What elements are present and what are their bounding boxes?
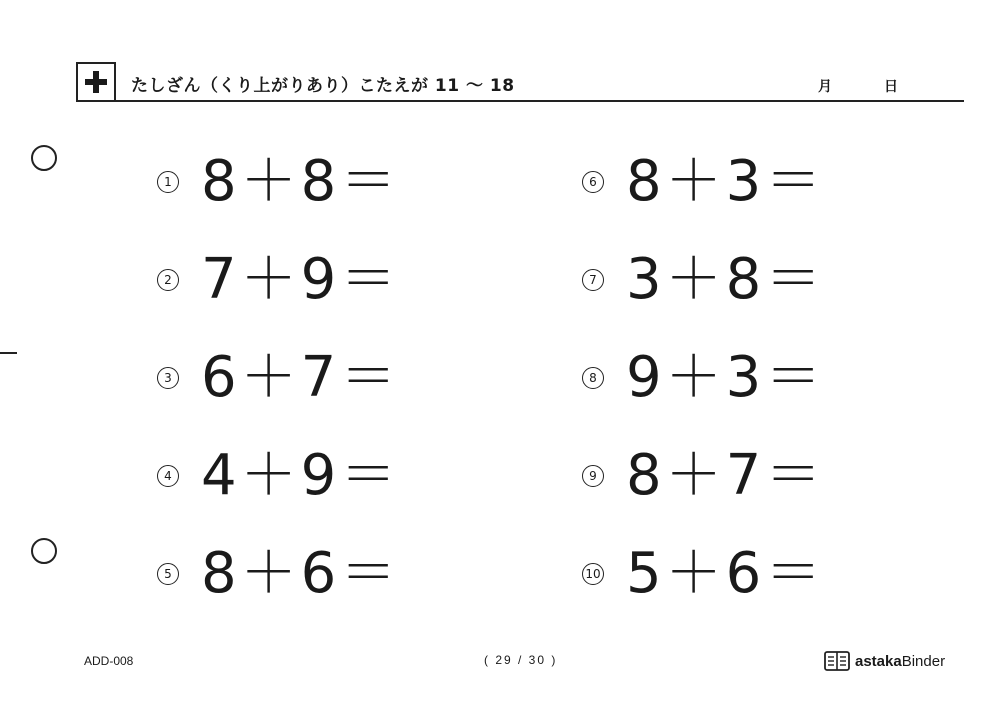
problem-8 bbox=[582, 343, 825, 413]
problem-expression: 6＋7＝ bbox=[201, 345, 401, 410]
problem-expression: 8＋6＝ bbox=[201, 541, 401, 606]
worksheet-code: ADD-008 bbox=[84, 654, 134, 668]
problem-expression: 9＋3＝ bbox=[626, 345, 826, 410]
problem-number: 3 bbox=[157, 367, 179, 389]
problem-7 bbox=[582, 245, 825, 315]
brand-logo bbox=[824, 648, 945, 674]
problem-number: 5 bbox=[157, 563, 179, 585]
problem-2 bbox=[157, 245, 400, 315]
problem-expression: 7＋9＝ bbox=[201, 247, 401, 312]
brand-name-bold: astaka bbox=[855, 652, 902, 670]
problem-6 bbox=[582, 147, 825, 217]
problem-expression: 4＋9＝ bbox=[201, 443, 401, 508]
problem-4 bbox=[157, 441, 400, 511]
problem-1 bbox=[157, 147, 400, 217]
brand-name-regular: Binder bbox=[901, 652, 946, 670]
problem-number: 6 bbox=[582, 171, 604, 193]
problem-expression: 5＋6＝ bbox=[626, 541, 826, 606]
header-underline bbox=[116, 100, 964, 102]
binder-book-icon bbox=[824, 650, 850, 672]
worksheet-title: たしざん（くり上がりあり）こたえが 11 〜 18 bbox=[131, 76, 515, 96]
problem-expression: 8＋3＝ bbox=[626, 149, 826, 214]
problem-5 bbox=[157, 539, 400, 609]
problem-number: 10 bbox=[582, 563, 604, 585]
problem-9 bbox=[582, 441, 825, 511]
page-indicator: ( 29 / 30 ) bbox=[484, 653, 558, 667]
problem-3 bbox=[157, 343, 400, 413]
day-label: 日 bbox=[884, 79, 898, 95]
month-label: 月 bbox=[818, 79, 832, 95]
problem-expression: 8＋7＝ bbox=[626, 443, 826, 508]
problem-number: 4 bbox=[157, 465, 179, 487]
problem-number: 7 bbox=[582, 269, 604, 291]
problem-10 bbox=[582, 539, 825, 609]
problem-number: 1 bbox=[157, 171, 179, 193]
problem-expression: 3＋8＝ bbox=[626, 247, 826, 312]
binder-hole-top bbox=[31, 145, 57, 171]
center-fold-mark bbox=[0, 352, 17, 354]
problem-expression: 8＋8＝ bbox=[201, 149, 401, 214]
problem-number: 9 bbox=[582, 465, 604, 487]
plus-icon bbox=[76, 62, 116, 102]
problem-number: 8 bbox=[582, 367, 604, 389]
problem-number: 2 bbox=[157, 269, 179, 291]
binder-hole-bottom bbox=[31, 538, 57, 564]
